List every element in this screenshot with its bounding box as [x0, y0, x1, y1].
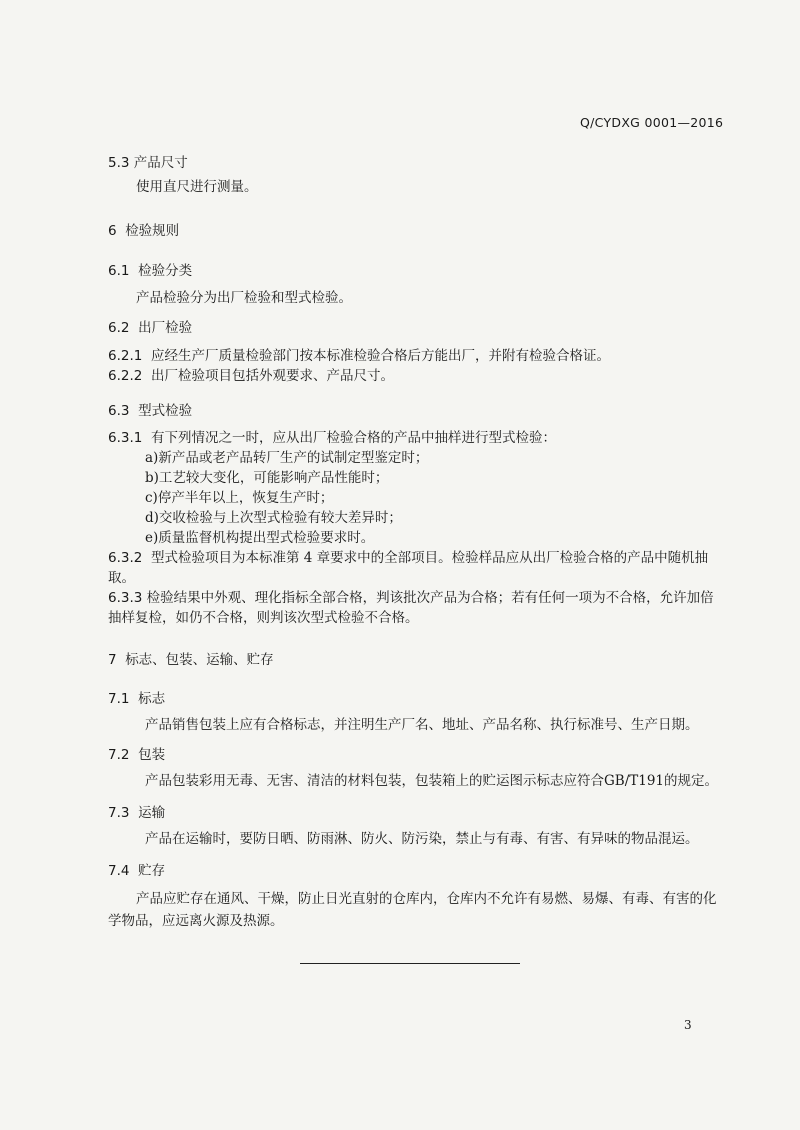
section-7-1-body: 产品销售包装上应有合格标志，并注明生产厂名、地址、产品名称、执行标准号、生产日期。 — [145, 717, 699, 733]
clause-number: 6.3.1 — [108, 430, 143, 446]
clause-number: 6.3.2 — [108, 550, 143, 566]
clause-number: 6.2.2 — [108, 368, 143, 384]
clause-text: 有下列情况之一时，应从出厂检验合格的产品中抽样进行型式检验： — [150, 430, 556, 446]
section-7-3-body: 产品在运输时，要防日晒、防雨淋、防火、防污染，禁止与有毒、有害、有异味的物品混运。 — [145, 831, 699, 847]
section-7-2-body: 产品包装彩用无毒、无害、清洁的材料包装，包装箱上的贮运图示标志应符合GB/T191的规定。 — [145, 773, 719, 789]
section-number: 6.1 — [108, 263, 130, 279]
end-of-document-rule — [300, 963, 520, 964]
section-title: 型式检验 — [138, 403, 193, 419]
section-number: 7.4 — [108, 863, 130, 879]
section-5-3-body: 使用直尺进行测量。 — [136, 179, 258, 195]
section-title: 产品尺寸 — [133, 155, 188, 171]
section-5-3-heading — [108, 154, 188, 172]
section-number: 7 — [108, 652, 117, 668]
section-6-1-heading — [108, 262, 192, 280]
section-title: 出厂检验 — [138, 320, 193, 336]
section-7-heading — [108, 651, 274, 669]
section-number: 5.3 — [108, 155, 130, 171]
clause-number: 6.2.1 — [108, 348, 143, 364]
section-7-2-heading — [108, 746, 165, 764]
list-item: d)交收检验与上次型式检验有较大差异时； — [145, 510, 402, 526]
section-number: 6.2 — [108, 320, 130, 336]
list-item: c)停产半年以上，恢复生产时； — [145, 490, 334, 506]
section-7-4-body-line2: 学物品，应远离火源及热源。 — [108, 913, 284, 929]
clause-6-3-3-continued: 抽样复检，如仍不合格，则判该次型式检验不合格。 — [108, 610, 419, 626]
section-7-4-heading — [108, 862, 165, 880]
section-7-1-heading — [108, 690, 165, 708]
section-7-4-body-line1: 产品应贮存在通风、干燥，防止日光直射的仓库内，仓库内不允许有易燃、易爆、有毒、有害的化 — [136, 891, 717, 907]
section-number: 7.3 — [108, 805, 130, 821]
section-title: 贮存 — [138, 863, 166, 879]
section-6-1-body: 产品检验分为出厂检验和型式检验。 — [136, 290, 352, 306]
section-6-3-heading — [108, 402, 192, 420]
clause-text: 型式检验项目为本标准第 4 章要求中的全部项目。检验样品应从出厂检验合格的产品中随机抽 — [150, 550, 709, 566]
clause-6-3-2 — [108, 549, 708, 567]
clause-6-2-2 — [108, 367, 394, 385]
clause-6-3-3 — [108, 589, 714, 607]
section-title: 标志 — [138, 691, 166, 707]
clause-6-3-2-continued: 取。 — [108, 570, 135, 586]
clause-6-3-1 — [108, 429, 556, 447]
section-title: 检验规则 — [125, 223, 180, 239]
list-item: b)工艺较大变化，可能影响产品性能时； — [145, 470, 389, 486]
section-number: 6 — [108, 223, 117, 239]
section-title: 运输 — [138, 805, 166, 821]
clause-text: 检验结果中外观、理化指标全部合格，判该批次产品为合格；若有任何一项为不合格，允许加倍 — [146, 590, 714, 606]
section-number: 7.1 — [108, 691, 130, 707]
section-number: 6.3 — [108, 403, 130, 419]
section-7-3-heading — [108, 804, 165, 822]
section-number: 7.2 — [108, 747, 130, 763]
section-6-heading — [108, 222, 179, 240]
clause-text: 出厂检验项目包括外观要求、产品尺寸。 — [150, 368, 394, 384]
page-number: 3 — [684, 1018, 692, 1032]
document-code-header: Q/CYDXG 0001—2016 — [580, 115, 724, 130]
section-title: 包装 — [138, 747, 166, 763]
section-6-2-heading — [108, 319, 192, 337]
list-item: a)新产品或老产品转厂生产的试制定型鉴定时； — [145, 450, 429, 466]
list-item: e)质量监督机构提出型式检验要求时。 — [145, 530, 375, 546]
section-title: 标志、包装、运输、贮存 — [125, 652, 274, 668]
clause-text: 应经生产厂质量检验部门按本标准检验合格后方能出厂，并附有检验合格证。 — [150, 348, 610, 364]
clause-6-2-1 — [108, 347, 610, 365]
section-title: 检验分类 — [138, 263, 193, 279]
clause-number: 6.3.3 — [108, 590, 143, 606]
